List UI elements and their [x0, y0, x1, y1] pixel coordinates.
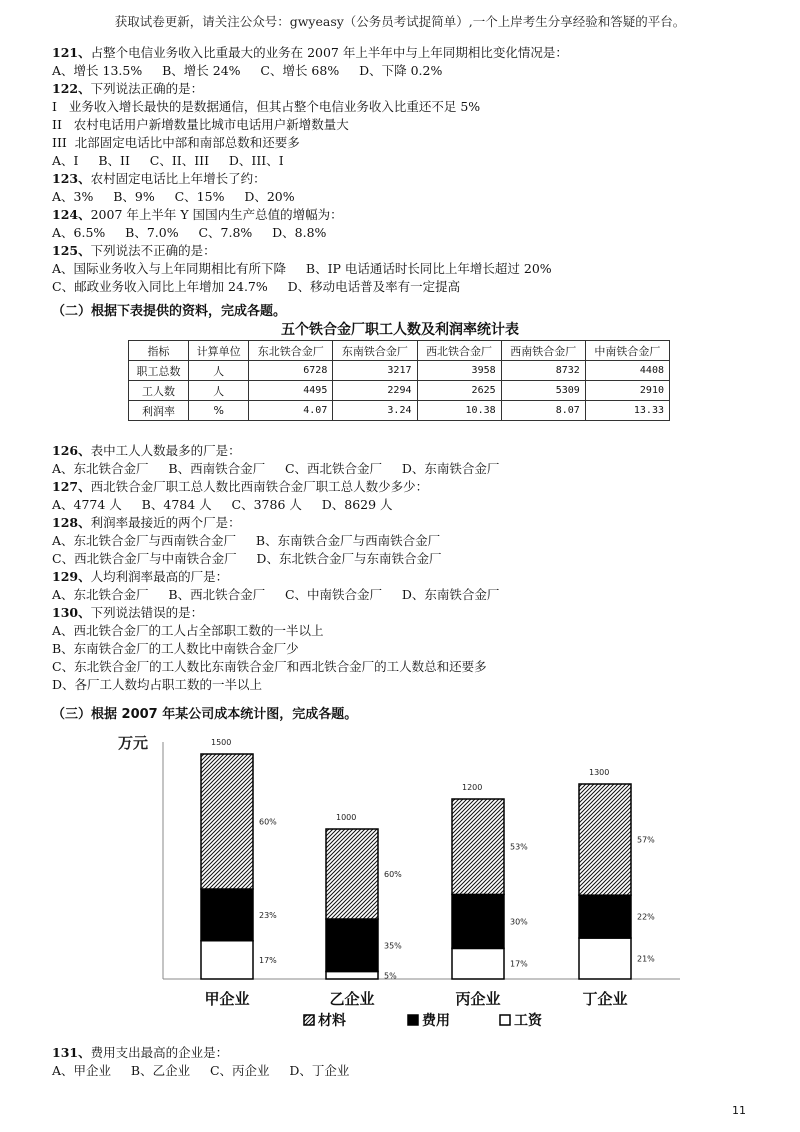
segment-percent-label: 60% [259, 817, 277, 827]
table-cell: 2294 [333, 381, 417, 401]
question-line [52, 278, 460, 296]
page-header: 获取试卷更新，请关注公众号：gwyeasy（公务员考试捉简单）,一个上岸考生分享经验和答疑的平台。 [114, 14, 686, 29]
category-label: 乙企业 [329, 990, 375, 1008]
question-number: 123、 [52, 171, 91, 186]
row-unit: % [189, 401, 249, 421]
header-cell: 指标 [129, 341, 189, 361]
row-unit: 人 [189, 361, 249, 381]
question-number: 124、 [52, 207, 91, 222]
question-text: A、3% B、9% C、15% D、20% [52, 189, 295, 204]
question-text: 下列说法不正确的是： [90, 243, 216, 258]
question-text: A、I B、II C、II、III D、III、I [52, 153, 284, 168]
bar-total-label: 1200 [462, 783, 483, 792]
header-cell: 中南铁合金厂 [585, 341, 669, 361]
question-text: III 北部固定电话比中部和南部总数和还要多 [52, 135, 300, 150]
question-line [52, 134, 300, 152]
question-line [52, 152, 284, 170]
question-text: II 农村电话用户新增数量比城市电话用户新增数量大 [52, 117, 349, 132]
question-number: 121、 [52, 45, 91, 60]
legend-swatch-工资 [500, 1015, 510, 1025]
segment-percent-label: 22% [637, 912, 655, 922]
row-unit: 人 [189, 381, 249, 401]
segment-percent-label: 53% [510, 842, 528, 852]
question-text: B、东南铁合金厂的工人数比中南铁合金厂少 [52, 641, 299, 656]
question-line [52, 532, 440, 550]
bar-segment-材料 [201, 754, 253, 889]
table-row [129, 401, 670, 421]
question-stem [52, 568, 228, 586]
question-stem [52, 478, 428, 496]
question-line [52, 260, 552, 278]
y-axis-label: 万元 [118, 734, 149, 752]
question-text: 利润率最接近的两个厂是： [90, 515, 241, 530]
question-stem [52, 44, 568, 62]
question-text: A、东北铁合金厂与西南铁合金厂 B、东南铁合金厂与西南铁合金厂 [52, 533, 441, 548]
question-text: 农村固定电话比上年增长了约： [90, 171, 266, 186]
question-line [52, 550, 441, 568]
category-label: 丁企业 [582, 990, 628, 1008]
question-line [52, 586, 499, 604]
bar-total-label: 1500 [211, 738, 232, 747]
question-text: C、邮政业务收入同比上年增加 24.7% D、移动电话普及率有一定提高 [52, 279, 461, 294]
question-line [52, 62, 442, 80]
question-stem [52, 442, 241, 460]
section-3-heading: （三）根据 2007 年某公司成本统计图，完成各题。 [52, 707, 358, 722]
segment-percent-label: 23% [259, 910, 277, 920]
table-title: 五个铁合金厂职工人数及利润率统计表 [281, 322, 519, 338]
table-cell: 10.38 [417, 401, 501, 421]
question-number: 127、 [52, 479, 91, 494]
bar-segment-材料 [452, 799, 504, 894]
segment-percent-label: 17% [510, 959, 528, 969]
table-cell: 8732 [501, 361, 585, 381]
question-line [52, 640, 299, 658]
question-stem [52, 242, 216, 260]
table-cell: 5309 [501, 381, 585, 401]
legend-label: 工资 [514, 1013, 542, 1029]
question-text: A、6.5% B、7.0% C、7.8% D、8.8% [52, 225, 327, 240]
bar-segment-费用 [201, 889, 253, 941]
segment-percent-label: 60% [384, 870, 402, 879]
segment-percent-label: 57% [637, 835, 655, 845]
question-stem [52, 206, 343, 224]
bar-segment-工资 [326, 972, 378, 980]
question-number: 126、 [52, 443, 91, 458]
segment-percent-label: 5% [384, 971, 397, 981]
table-cell: 13.33 [585, 401, 669, 421]
question-text: 人均利润率最高的厂是： [90, 569, 229, 584]
table-cell: 4408 [585, 361, 669, 381]
category-label: 丙企业 [455, 990, 501, 1008]
bar-segment-材料 [579, 784, 631, 895]
table-row [129, 381, 670, 401]
legend-label: 材料 [318, 1013, 346, 1029]
question-line [52, 98, 480, 116]
table-cell: 3958 [417, 361, 501, 381]
question-text: D、各厂工人数均占职工数的一半以上 [52, 677, 263, 692]
legend-swatch-费用 [408, 1015, 418, 1025]
question-stem [52, 80, 203, 98]
question-line [52, 224, 326, 242]
header-cell: 计算单位 [189, 341, 249, 361]
question-text: 表中工人人数最多的厂是： [90, 443, 241, 458]
question-line [52, 116, 349, 134]
table-cell: 2625 [417, 381, 501, 401]
question-line [52, 460, 499, 478]
question-text: C、西北铁合金厂与中南铁合金厂 D、东北铁合金厂与东南铁合金厂 [52, 551, 442, 566]
question-line [52, 496, 393, 514]
bar-segment-费用 [326, 919, 378, 972]
header-cell: 西南铁合金厂 [501, 341, 585, 361]
table-cell: 3.24 [333, 401, 417, 421]
question-text: A、4774 人 B、4784 人 C、3786 人 D、8629 人 [52, 497, 393, 512]
question-text: A、甲企业 B、乙企业 C、丙企业 D、丁企业 [52, 1063, 350, 1078]
table-cell: 4495 [249, 381, 333, 401]
bar-segment-工资 [452, 948, 504, 979]
table-cell: 4.07 [249, 401, 333, 421]
bar-segment-费用 [579, 895, 631, 938]
bar-segment-费用 [452, 894, 504, 948]
question-text: I 业务收入增长最快的是数据通信，但其占整个电信业务收入比重还不足 5% [52, 99, 481, 114]
table-cell: 6728 [249, 361, 333, 381]
question-number: 125、 [52, 243, 91, 258]
question-text: 西北铁合金厂职工总人数比西南铁合金厂职工总人数少多少： [90, 479, 429, 494]
section-2-heading: （二）根据下表提供的资料，完成各题。 [52, 304, 287, 319]
category-label: 甲企业 [204, 990, 250, 1008]
question-line [52, 1062, 349, 1080]
question-number: 131、 [52, 1045, 91, 1060]
bar-total-label: 1300 [589, 768, 610, 777]
row-label: 职工总数 [129, 361, 189, 381]
alloy-factory-table [128, 340, 670, 421]
page-number: 11 [732, 1104, 746, 1117]
legend-swatch-材料 [304, 1015, 314, 1025]
bar-segment-工资 [201, 941, 253, 979]
question-text: 2007 年上半年 Y 国国内生产总值的增幅为： [90, 207, 343, 222]
question-text: A、增长 13.5% B、增长 24% C、增长 68% D、下降 0.2% [52, 63, 443, 78]
header-cell: 东北铁合金厂 [249, 341, 333, 361]
table-cell: 8.07 [501, 401, 585, 421]
legend-label: 费用 [422, 1013, 450, 1029]
segment-percent-label: 17% [259, 955, 277, 965]
question-stem [52, 1044, 228, 1062]
row-label: 工人数 [129, 381, 189, 401]
header-cell: 西北铁合金厂 [417, 341, 501, 361]
table-cell: 2910 [585, 381, 669, 401]
question-text: A、国际业务收入与上年同期相比有所下降 B、IP 电话通话时长同比上年增长超过 20% [52, 261, 552, 276]
question-text: 占整个电信业务收入比重最大的业务在 2007 年上半年中与上年同期相比变化情况是： [90, 45, 568, 60]
question-text: A、东北铁合金厂 B、西北铁合金厂 C、中南铁合金厂 D、东南铁合金厂 [52, 587, 500, 602]
question-text: 下列说法错误的是： [90, 605, 204, 620]
segment-percent-label: 30% [510, 917, 528, 927]
question-number: 122、 [52, 81, 91, 96]
question-number: 128、 [52, 515, 91, 530]
table-cell: 3217 [333, 361, 417, 381]
segment-percent-label: 21% [637, 954, 655, 964]
question-text: C、东北铁合金厂的工人数比东南铁合金厂和西北铁合金厂的工人数总和还要多 [52, 659, 487, 674]
question-number: 130、 [52, 605, 91, 620]
question-line [52, 658, 487, 676]
question-line [52, 622, 324, 640]
bar-segment-工资 [579, 938, 631, 979]
question-text: A、东北铁合金厂 B、西南铁合金厂 C、西北铁合金厂 D、东南铁合金厂 [52, 461, 500, 476]
question-number: 129、 [52, 569, 91, 584]
question-line [52, 188, 295, 206]
cost-stacked-bar-chart [0, 722, 800, 1032]
question-text: 费用支出最高的企业是： [90, 1045, 229, 1060]
table-header-row [129, 341, 670, 361]
question-line [52, 676, 262, 694]
question-stem [52, 514, 241, 532]
question-text: A、西北铁合金厂的工人占全部职工数的一半以上 [52, 623, 324, 638]
segment-percent-label: 35% [384, 941, 402, 951]
question-stem [52, 170, 266, 188]
table-row [129, 361, 670, 381]
header-cell: 东南铁合金厂 [333, 341, 417, 361]
bar-segment-材料 [326, 829, 378, 919]
bar-total-label: 1000 [336, 813, 357, 822]
row-label: 利润率 [129, 401, 189, 421]
question-stem [52, 604, 203, 622]
question-text: 下列说法正确的是： [90, 81, 204, 96]
